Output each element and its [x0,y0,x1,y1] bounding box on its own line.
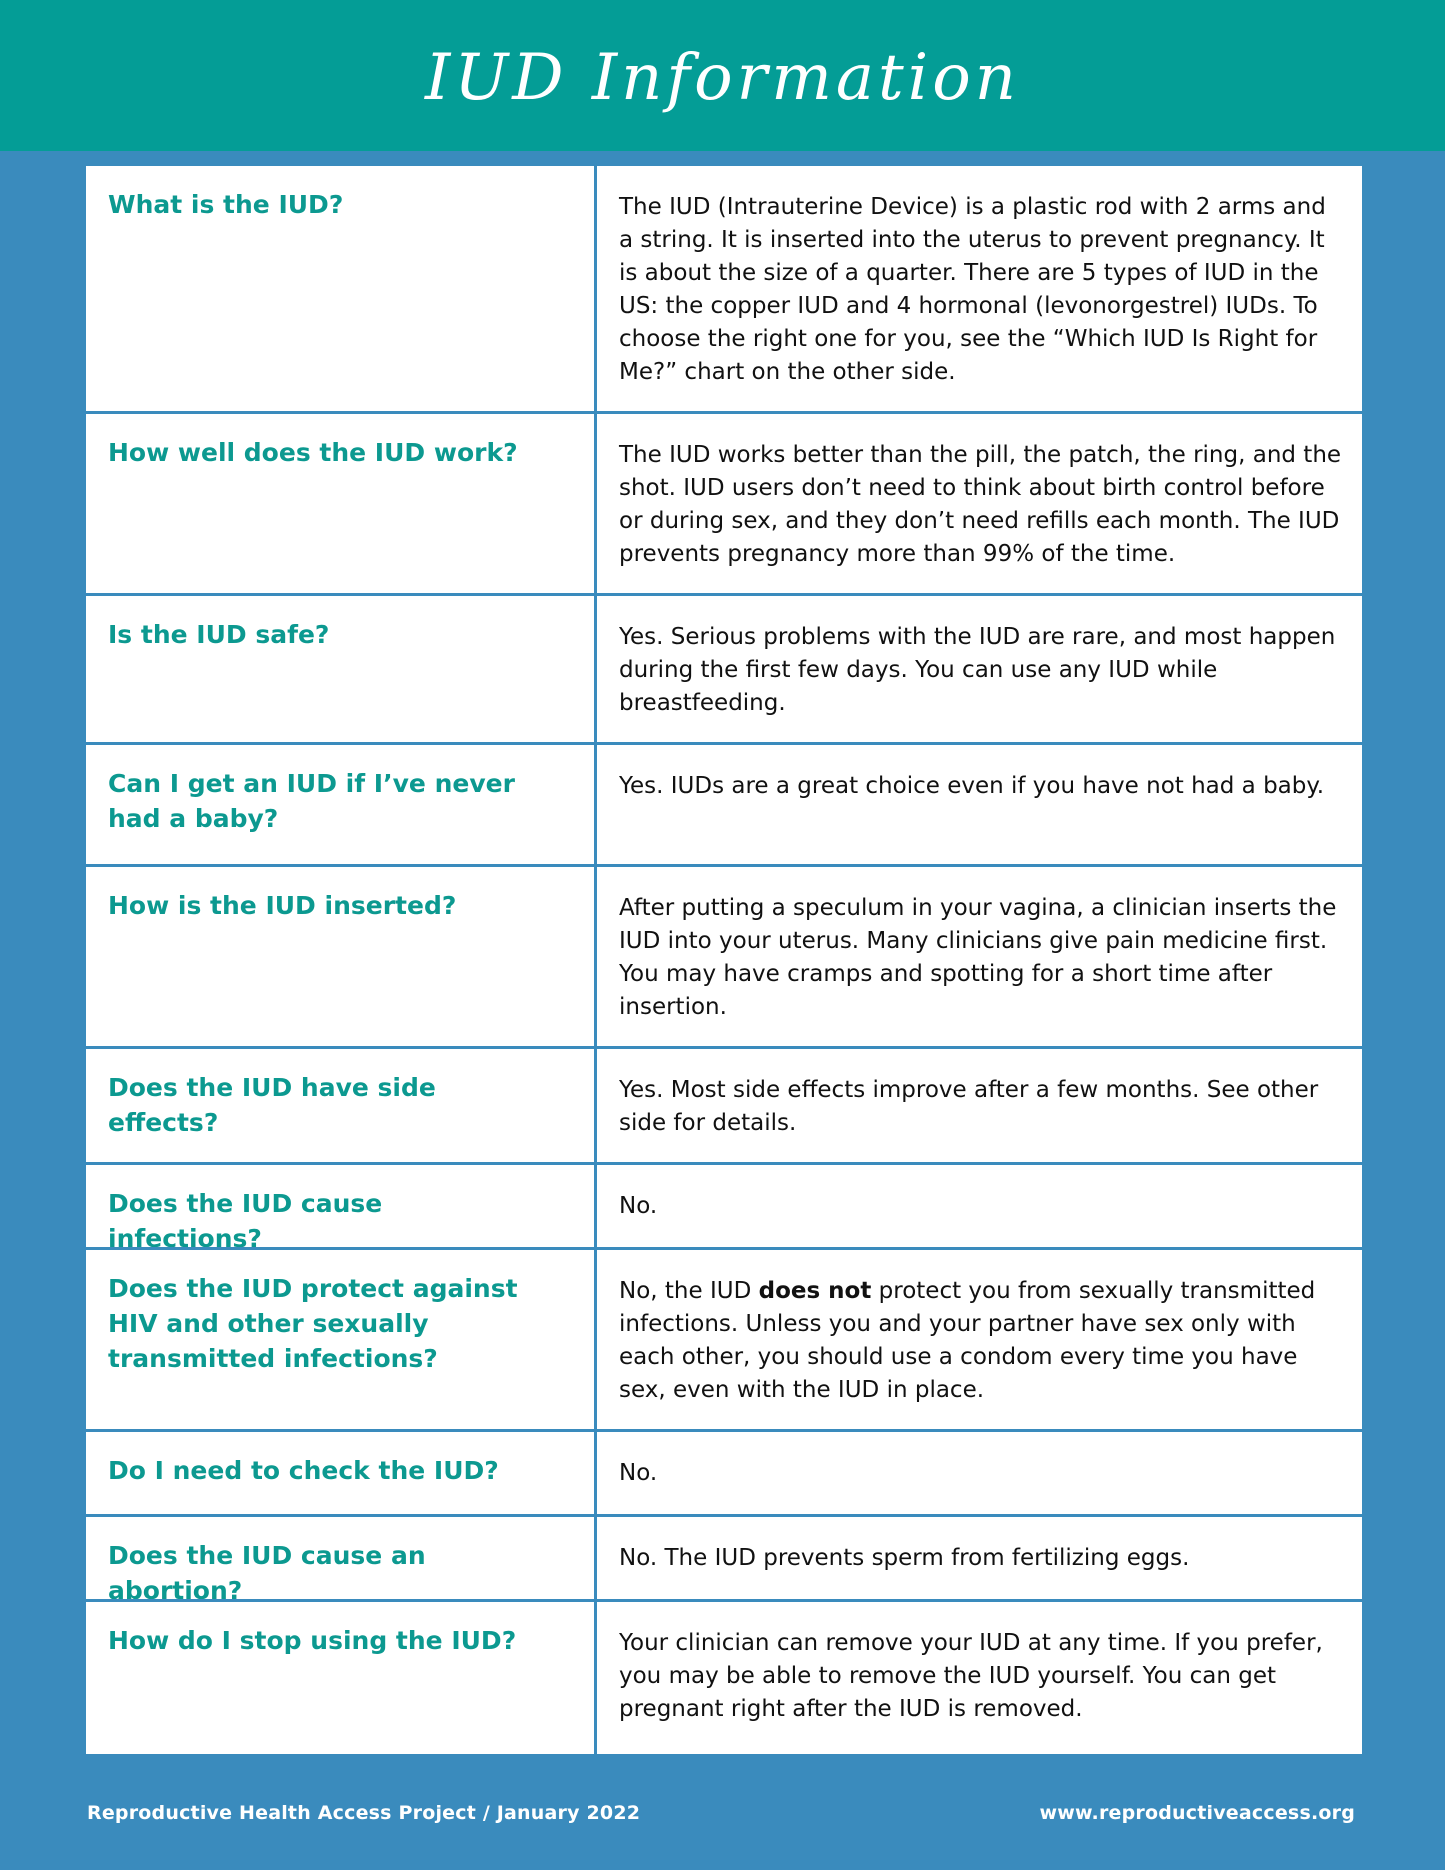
faq-table [86,166,1361,1754]
question-how-inserted: How is the IUD inserted? [86,867,594,1046]
answer-what-is-iud: The IUD (Intrauterine Device) is a plastic rod with 2 arms and a string. It is inserted into the uterus to prevent pregnancy. It is about the size of a quarter. There are 5 types of IUD in the US: the copper IUD and 4 hormonal (levonorgestrel) IUDs. To choose the right one for you, see the “Which IUD Is Right for Me?” chart on the other side. [597,166,1362,411]
answer-how-inserted: After putting a speculum in your vagina, a clinician inserts the IUD into your uterus. Many clinicians give pain medicine first. You may have cramps and spotting for a short time after insertion. [597,867,1362,1046]
answer-hiv-sti-end: protect you from sexually transmitted infections. Unless you and your partner have sex only with each other, you should use a condom every time you have sex, even with the IUD in place. [619,1278,1316,1403]
question-how-well-work: How well does the IUD work? [86,414,594,593]
question-never-had-baby: Can I get an IUD if I’ve never had a baby? [86,745,594,864]
answer-hiv-sti-emphasis: does not [758,1278,872,1304]
answer-side-effects: Yes. Most side effects improve after a few months. See other side for details. [597,1049,1362,1162]
answer-hiv-sti [597,1250,1362,1429]
page-header [0,0,1445,151]
answer-never-had-baby: Yes. IUDs are a great choice even if you have not had a baby. [597,745,1362,864]
question-side-effects: Does the IUD have side effects? [86,1049,594,1162]
answer-how-well-work: The IUD works better than the pill, the patch, the ring, and the shot. IUD users don’t need to think about birth control before or during sex, and they don’t need refills each month. The IUD prevents pregnancy more than 99% of the time. [597,414,1362,593]
question-abortion: Does the IUD cause an abortion? [86,1517,594,1599]
question-is-safe: Is the IUD safe? [86,596,594,742]
question-stop-using: How do I stop using the IUD? [86,1602,594,1754]
answer-check-iud: No. [597,1432,1362,1514]
answer-infections: No. [597,1165,1362,1247]
page-title: IUD Information [425,40,1020,115]
question-what-is-iud: What is the IUD? [86,166,594,411]
question-hiv-sti: Does the IUD protect against HIV and other sexually transmitted infections? [86,1250,594,1429]
answer-hiv-sti-start: No, the IUD [619,1278,759,1304]
answer-abortion: No. The IUD prevents sperm from fertilizing eggs. [597,1517,1362,1599]
footer-organization-date: Reproductive Health Access Project / January 2022 [87,1802,641,1824]
question-infections: Does the IUD cause infections? [86,1165,594,1247]
answer-is-safe: Yes. Serious problems with the IUD are rare, and most happen during the first few days. You can use any IUD while breastfeeding. [597,596,1362,742]
answer-stop-using: Your clinician can remove your IUD at any time. If you prefer, you may be able to remove the IUD yourself. You can get pregnant right after the IUD is removed. [597,1602,1362,1754]
question-check-iud: Do I need to check the IUD? [86,1432,594,1514]
footer-website: www.reproductiveaccess.org [1039,1802,1355,1824]
